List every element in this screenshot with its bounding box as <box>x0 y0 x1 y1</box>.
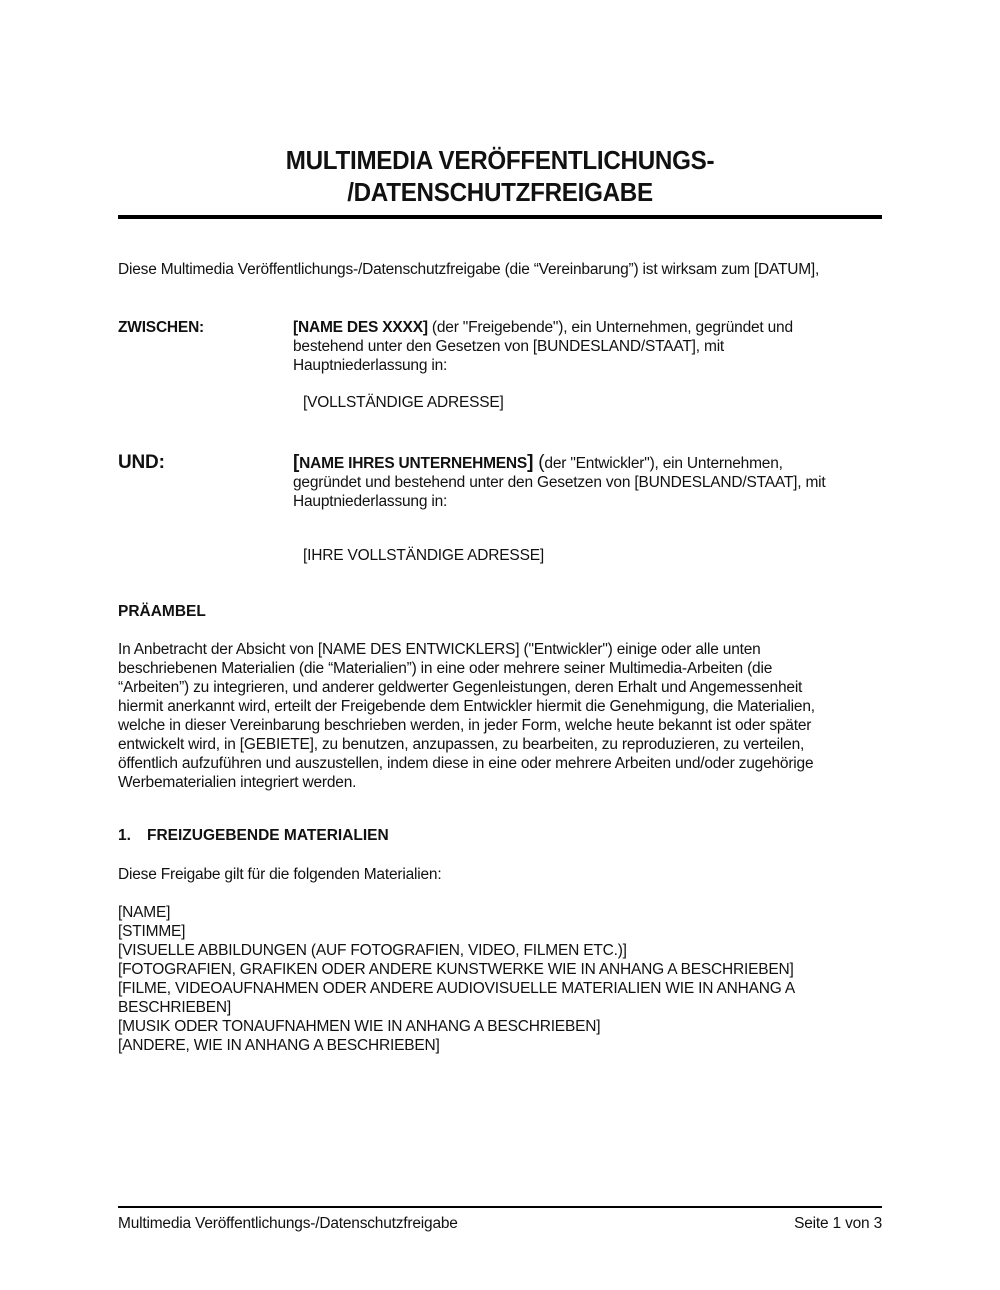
releaser-line1-rest: (der "Freigebende"), ein Unternehmen, gegründet und <box>427 319 793 336</box>
materials-list-item: [STIMME] <box>118 923 186 940</box>
preamble-line: entwickelt wird, in [GEBIETE], zu benutzen, anzupassen, zu bearbeiten, zu reproduzieren, zu verteilen, <box>118 736 805 753</box>
releaser-line2: bestehend unter den Gesetzen von [BUNDESLAND/STAAT], mit <box>293 338 725 355</box>
document-title <box>145 144 856 208</box>
releaser-name: [NAME DES XXXX] <box>293 319 428 336</box>
developer-name-open-bracket: [ <box>293 452 300 473</box>
section-1-heading <box>118 827 389 845</box>
materials-list-item: [NAME] <box>118 904 171 921</box>
intro-paragraph: Diese Multimedia Veröffentlichungs-/Datenschutzfreigabe (die “Vereinbarung”) ist wirksam zum [DATUM], <box>118 261 820 278</box>
title-line-2: /DATENSCHUTZFREIGABE <box>347 177 653 207</box>
materials-list-item: [FILME, VIDEOAUFNAHMEN ODER ANDERE AUDIOVISUELLE MATERIALIEN WIE IN ANHANG A <box>118 980 795 997</box>
footer-divider <box>118 1206 882 1208</box>
materials-list-item: [FOTOGRAFIEN, GRAFIKEN ODER ANDERE KUNSTWERKE WIE IN ANHANG A BESCHRIEBEN] <box>118 961 794 978</box>
developer-open-paren: ( <box>533 452 545 473</box>
materials-list-item: [VISUELLE ABBILDUNGEN (AUF FOTOGRAFIEN, VIDEO, FILMEN ETC.)] <box>118 942 627 959</box>
preamble-line: Werbematerialien integriert werden. <box>118 774 357 791</box>
preamble-line: öffentlich aufzuführen und auszustellen, indem diese in eine oder mehrere Arbeiten und/oder zugehörige <box>118 755 814 772</box>
materials-list-item-continuation: BESCHRIEBEN] <box>118 999 232 1016</box>
party-description-developer <box>293 453 883 511</box>
materials-list <box>118 903 795 1055</box>
title-divider <box>118 215 882 219</box>
preamble-heading: PRÄAMBEL <box>118 603 206 620</box>
developer-name: NAME IHRES UNTERNEHMENS <box>299 455 528 472</box>
section-number: 1. <box>118 827 131 844</box>
developer-line3: Hauptniederlassung in: <box>293 493 448 510</box>
footer-page-number: Seite 1 von 3 <box>794 1215 882 1232</box>
party-label-und: UND: <box>118 452 165 473</box>
developer-line2: gegründet und bestehend unter den Gesetzen von [BUNDESLAND/STAAT], mit <box>293 474 826 491</box>
releaser-address: [VOLLSTÄNDIGE ADRESSE] <box>303 394 504 411</box>
developer-address: [IHRE VOLLSTÄNDIGE ADRESSE] <box>303 547 544 564</box>
preamble-paragraph <box>118 640 882 792</box>
party-description-releaser <box>293 318 883 375</box>
title-line-1: MULTIMEDIA VERÖFFENTLICHUNGS- <box>285 145 715 175</box>
materials-list-item: [ANDERE, WIE IN ANHANG A BESCHRIEBEN] <box>118 1037 440 1054</box>
materials-list-item: [MUSIK ODER TONAUFNAHMEN WIE IN ANHANG A BESCHRIEBEN] <box>118 1018 601 1035</box>
footer-document-title: Multimedia Veröffentlichungs-/Datenschutzfreigabe <box>118 1215 458 1232</box>
preamble-line: beschriebenen Materialien (die “Materialien”) in eine oder mehrere seiner Multimedia-Arbeiten (die <box>118 660 773 677</box>
section-title: FREIZUGEBENDE MATERIALIEN <box>147 827 389 844</box>
releaser-line3: Hauptniederlassung in: <box>293 357 448 374</box>
preamble-line: “Arbeiten”) zu integrieren, und anderer geldwerter Gegenleistungen, deren Erhalt und Angemessenheit <box>118 679 803 696</box>
preamble-line: hiermit anerkannt wird, erteilt der Freigebende dem Entwickler hiermit die Genehmigung, die Materialien, <box>118 698 815 715</box>
developer-line1-rest: der "Entwickler"), ein Unternehmen, <box>544 455 783 472</box>
party-label-zwischen: ZWISCHEN: <box>118 319 205 336</box>
preamble-line: In Anbetracht der Absicht von [NAME DES ENTWICKLERS] ("Entwickler") einige oder alle unten <box>118 641 761 658</box>
preamble-line: welche in dieser Vereinbarung beschrieben werden, in jeder Form, welche heute bekannt ist oder später <box>118 717 812 734</box>
developer-name-close-bracket: ] <box>527 452 534 473</box>
section-1-intro: Diese Freigabe gilt für die folgenden Materialien: <box>118 866 442 883</box>
